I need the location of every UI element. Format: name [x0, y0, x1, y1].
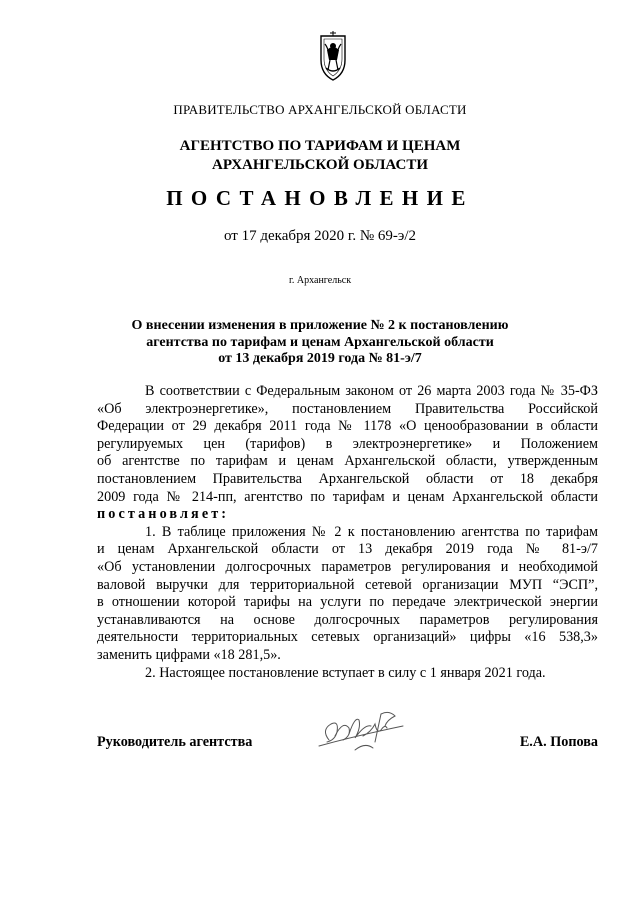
subject-line: от 13 декабря 2019 года № 81-э/7	[218, 351, 422, 366]
agency-title	[0, 137, 640, 175]
body-line: заменить цифрами «18 281,5».	[97, 646, 281, 663]
government-title: ПРАВИТЕЛЬСТВО АРХАНГЕЛЬСКОЙ ОБЛАСТИ	[173, 102, 467, 117]
document-date-number: от 17 декабря 2020 г. № 69-э/2	[223, 228, 417, 244]
decree-word: постановляет:	[97, 506, 230, 523]
subject-line: агентства по тарифам и ценам Архангельской области	[146, 334, 494, 350]
body-line: регулируемых цен (тарифов) в электроэнергетике» и Положением	[97, 435, 598, 452]
subject-line: О внесении изменения в приложение № 2 к постановлению	[131, 318, 509, 333]
body-line: 1. В таблице приложения № 2 к постановлению агентства по тарифам	[145, 523, 598, 540]
document-type: ПОСТАНОВЛЕНИЕ	[166, 186, 474, 210]
signature-block	[97, 730, 598, 754]
agency-title-line: АГЕНТСТВО ПО ТАРИФАМ И ЦЕНАМ	[179, 138, 461, 154]
body-line: В соответствии с Федеральным законом от 26 марта 2003 года № 35-ФЗ	[145, 383, 598, 399]
signatory-position: Руководитель агентства	[97, 734, 253, 750]
document-city: г. Архангельск	[288, 275, 352, 286]
body-line: 2009 года № 214-пп, агентство по тарифам и ценам Архангельской области	[97, 488, 598, 505]
body-line: валовой выручки для территориальной сетевой организации МУП “ЭСП”,	[97, 576, 598, 593]
document-body	[97, 383, 598, 682]
body-line: деятельности территориальных сетевых организаций» цифры «16 538,3»	[97, 629, 598, 646]
document-subject	[0, 318, 640, 368]
agency-title-line: АРХАНГЕЛЬСКОЙ ОБЛАСТИ	[212, 157, 428, 173]
body-line: постановлением Правительства Архангельской области от 18 декабря	[97, 470, 598, 487]
body-line: 2. Настоящее постановление вступает в силу с 1 января 2021 года.	[145, 664, 546, 681]
body-line: Федерации от 29 декабря 2011 года № 1178 «О ценообразовании в области	[97, 418, 598, 435]
body-line: об агентстве по тарифам и ценам Архангельской области, утвержденным	[97, 453, 598, 470]
signatory-name: Е.А. Попова	[519, 734, 598, 750]
body-line: «Об электроэнергетике», постановлением Правительства Российской	[97, 400, 598, 417]
body-line: в отношении которой тарифы на услуги по передаче электрической энергии	[97, 594, 598, 611]
body-line: «Об установлении долгосрочных параметров регулирования и необходимой	[97, 558, 598, 575]
body-line: устанавливаются на основе долгосрочных параметров регулирования	[97, 611, 598, 628]
coat-of-arms-icon	[318, 30, 348, 82]
body-line: и ценам Архангельской области от 13 декабря 2019 года № 81-э/7	[97, 541, 598, 558]
